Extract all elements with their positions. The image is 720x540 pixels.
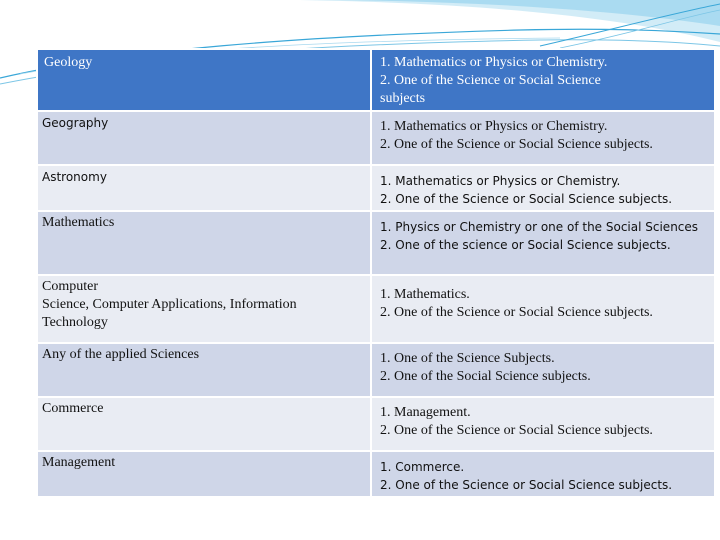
subject-text: Mathematics bbox=[42, 215, 115, 230]
requirement-line: 1. Commerce. bbox=[380, 460, 465, 474]
subject-requirements-table bbox=[36, 48, 716, 498]
subject-text: Any of the applied Sciences bbox=[42, 347, 200, 362]
table-row bbox=[37, 49, 715, 111]
table-row bbox=[37, 111, 715, 165]
subject-cell bbox=[37, 275, 371, 343]
subject-text: Geology bbox=[44, 55, 93, 70]
requirement-line: 1. Mathematics or Physics or Chemistry. bbox=[380, 119, 608, 134]
subject-cell bbox=[37, 165, 371, 211]
requirement-line: 1. Physics or Chemistry or one of the Social Sciences bbox=[380, 220, 699, 234]
requirement-line: 1. Mathematics or Physics or Chemistry. bbox=[380, 55, 608, 70]
subject-text: Geography bbox=[42, 116, 109, 130]
subject-text-line: Technology bbox=[42, 315, 108, 330]
requirement-line: 1. Mathematics. bbox=[380, 287, 470, 302]
table-row bbox=[37, 275, 715, 343]
table-row bbox=[37, 343, 715, 397]
table-row bbox=[37, 397, 715, 451]
requirements-cell bbox=[371, 343, 715, 397]
table-row bbox=[37, 165, 715, 211]
requirement-line: 2. One of the Science or Social Science subjects. bbox=[380, 423, 653, 438]
subject-cell bbox=[37, 397, 371, 451]
requirement-line: 2. One of the Social Science subjects. bbox=[380, 369, 591, 384]
requirements-cell bbox=[371, 397, 715, 451]
requirement-line: 2. One of the Science or Social Science subjects. bbox=[380, 478, 673, 492]
requirement-line: 2. One of the Science or Social Science subjects. bbox=[380, 305, 653, 320]
table-row bbox=[37, 211, 715, 275]
requirement-line: 2. One of the Science or Social Science subjects. bbox=[380, 192, 673, 206]
subject-text: Astronomy bbox=[42, 170, 107, 184]
subject-cell bbox=[37, 211, 371, 275]
subject-text-line: Science, Computer Applications, Information bbox=[42, 297, 297, 312]
requirement-line: 2. One of the science or Social Science subjects. bbox=[380, 238, 671, 252]
subject-cell bbox=[37, 343, 371, 397]
subject-cell bbox=[37, 111, 371, 165]
subject-text: Management bbox=[42, 455, 116, 470]
requirement-line: 2. One of the Science or Social Science subjects. bbox=[380, 137, 653, 152]
requirements-cell bbox=[371, 275, 715, 343]
requirements-cell bbox=[371, 211, 715, 275]
requirements-cell bbox=[371, 451, 715, 497]
requirements-cell bbox=[371, 165, 715, 211]
subject-text: Commerce bbox=[42, 401, 104, 416]
requirement-line: subjects bbox=[380, 91, 426, 106]
requirement-line: 2. One of the Science or Social Science bbox=[380, 73, 601, 88]
requirement-line: 1. Management. bbox=[380, 405, 471, 420]
requirements-cell bbox=[371, 111, 715, 165]
requirements-cell bbox=[371, 49, 715, 111]
table-row bbox=[37, 451, 715, 497]
subject-cell bbox=[37, 451, 371, 497]
subject-text-line: Computer bbox=[42, 279, 98, 294]
requirement-line: 1. One of the Science Subjects. bbox=[380, 351, 555, 366]
requirement-line: 1. Mathematics or Physics or Chemistry. bbox=[380, 174, 621, 188]
subject-cell bbox=[37, 49, 371, 111]
